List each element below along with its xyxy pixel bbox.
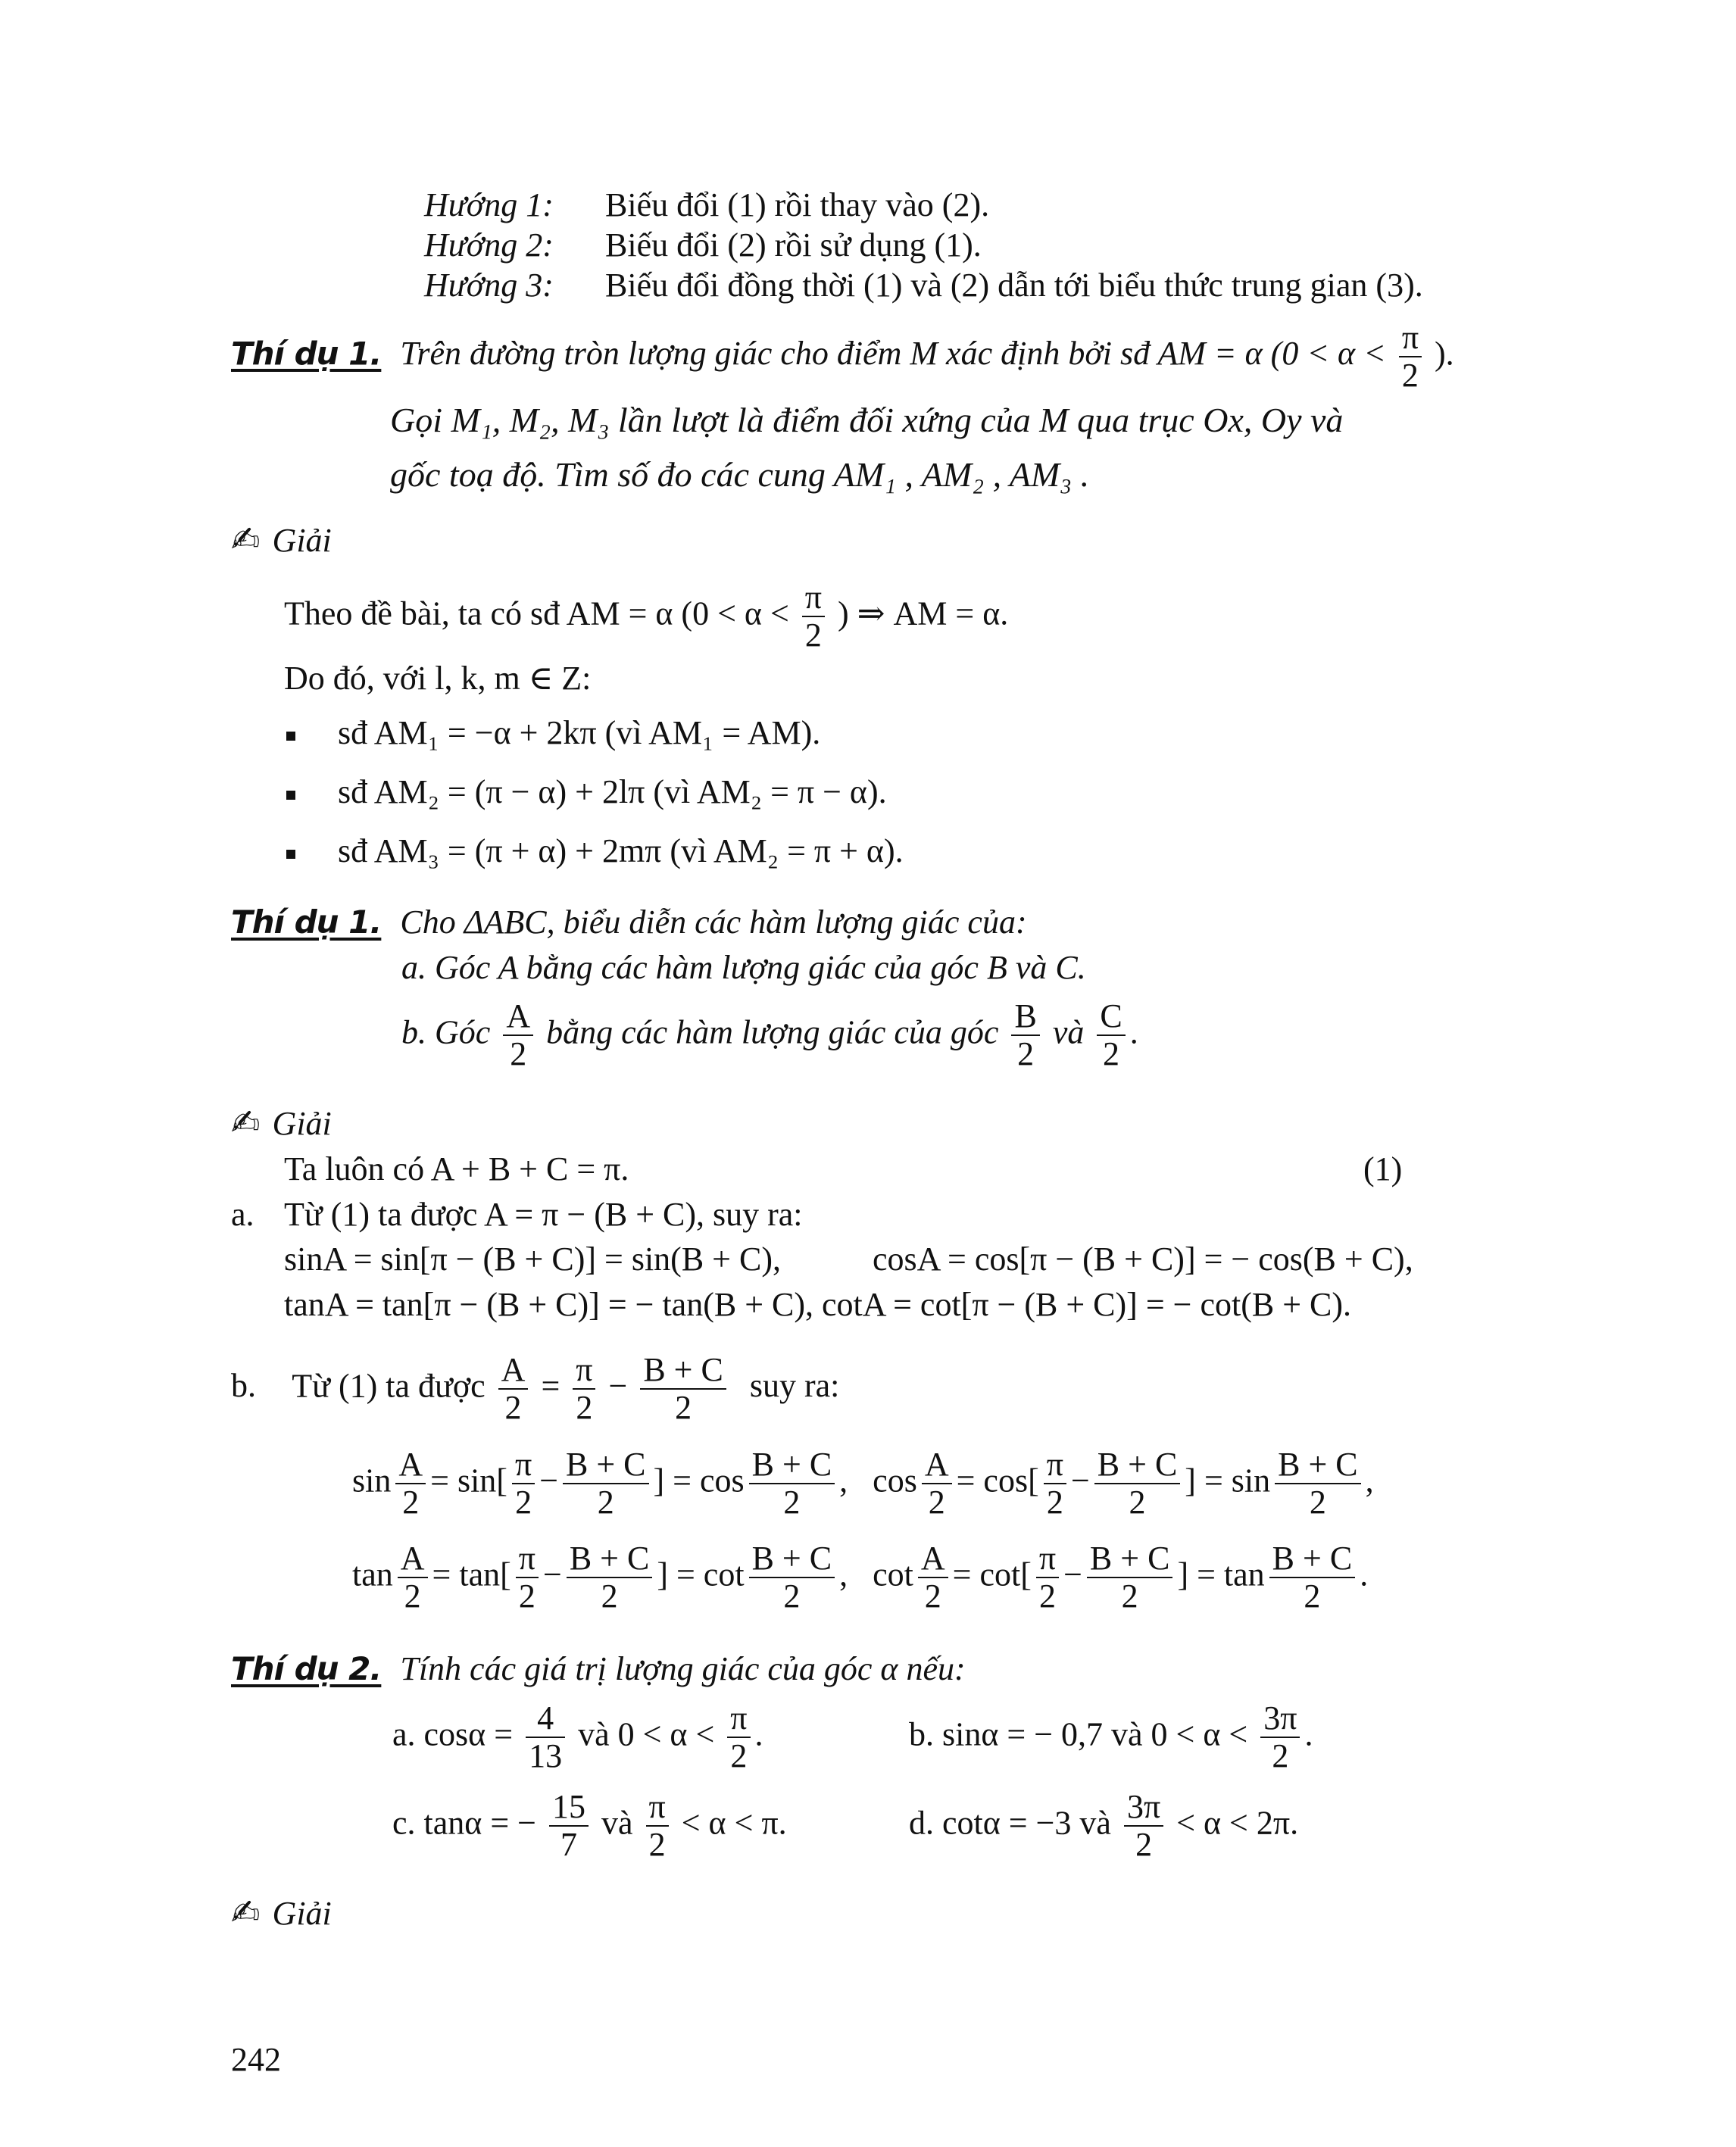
solution-heading-3 — [231, 1892, 332, 1933]
bullet-item-3 — [286, 832, 904, 870]
example-3-item-b: b. sinα = − 0,7 và 0 < α < $\frac{3\pi}{2}$ . — [909, 1699, 1313, 1775]
fraction-4-13: $\frac{4}{13}$ — [526, 1700, 565, 1775]
item-text: bằng các hàm lượng giác của góc — [546, 1013, 999, 1051]
bullet-item-1 — [286, 713, 820, 752]
fraction-a-2: $\frac{A}{2}$ — [498, 1352, 529, 1427]
fraction-pi-2: $\frac{\pi}{2}$ — [802, 579, 825, 654]
fraction-c-2: $\frac{C}{2}$ — [1097, 998, 1125, 1073]
example-3-line-1 — [231, 1649, 966, 1688]
bullet-text: sđ AM₂ = (π − α) + 2lπ (vì AM₂ = π − α). — [338, 773, 887, 810]
item-text: Từ (1) ta được — [292, 1367, 486, 1405]
item-text: c. tanα = − — [392, 1804, 536, 1842]
example-text-end: ). — [1435, 335, 1454, 373]
item-text: a. cosα = — [392, 1715, 514, 1753]
bullet-icon — [286, 732, 295, 741]
page-number: 242 — [231, 2041, 281, 2078]
example-text: Trên đường tròn lượng giác cho điểm M xác định bởi sđ AM = α (0 < α < — [400, 335, 1386, 373]
equation-tan-cot-half: tan $\frac{A}{2}$ = tan[ $\frac{\pi}{2}$ − $\frac{B + C}{2}$ ] = cot $\frac{B + C}{2}$ , cot $\frac{A}{2}$ = cot[ $\frac{\pi}{2}$ − $\frac{B + C}{2}$ ] = tan $\frac{B + C}{2}$ . — [352, 1540, 1369, 1615]
header-label: Hướng 2: — [424, 226, 554, 264]
example-3-item-d — [909, 1789, 1298, 1864]
item-text: d. cotα = −3 và — [909, 1804, 1111, 1842]
bullet-text: sđ AM₁ = −α + 2kπ (vì AM₁ = AM). — [338, 714, 821, 751]
example-label: Thí dụ 2. — [231, 1650, 382, 1687]
item-label: b. — [231, 1367, 256, 1405]
fraction-b-2: $\frac{B}{2}$ — [1011, 998, 1039, 1073]
header-text: Biếu đổi đồng thời (1) và (2) dẫn tới biểu thức trung gian (3). — [605, 267, 1423, 304]
example-2-item-a: a. Góc A bằng các hàm lượng giác của góc B và C. — [401, 949, 1086, 986]
item-text: < α < π. — [681, 1804, 787, 1842]
example-1-line-2: Gọi M₁, M₂, M₃ lần lượt là điểm đối xứng của M qua trục Ox, Oy và — [390, 401, 1344, 439]
solution-2-a-eq1b: cosA = cos[π − (B + C)] = − cos(B + C), — [873, 1240, 1413, 1278]
fraction-b-plus-c-2: $\frac{B + C}{2}$ — [640, 1352, 726, 1427]
example-2-item-b: b. Góc $\frac{A}{2}$ bằng các hàm lượng giác của góc $\frac{B}{2}$ và $\frac{C}{2}$ . — [401, 997, 1138, 1073]
solution-2-a-line: Từ (1) ta được A = π − (B + C), suy ra: — [284, 1196, 803, 1233]
fraction-15-7: $\frac{15}{7}$ — [549, 1789, 589, 1864]
header-line-3 — [424, 266, 1423, 304]
fraction-pi-2: $\frac{\pi}{2}$ — [727, 1700, 750, 1775]
fraction-pi-2: $\frac{\pi}{2}$ — [1399, 320, 1422, 395]
example-2-line-1 — [231, 903, 1027, 941]
bullet-icon — [286, 791, 295, 800]
header-line-1 — [424, 186, 989, 224]
solution-label: Giải — [272, 1895, 332, 1932]
item-text: và 0 < α < — [578, 1715, 715, 1753]
example-3-item-c — [392, 1789, 787, 1864]
header-line-2 — [424, 226, 982, 264]
example-1-line-1 — [231, 320, 1454, 395]
example-3-item-a: a. cosα = $\frac{4}{13}$ và 0 < α < $\frac{\pi}{2}$ . — [392, 1699, 763, 1775]
solution-2-a-label: a. — [231, 1196, 254, 1233]
bullet-item-2 — [286, 772, 887, 811]
bullet-text: sđ AM₃ = (π + α) + 2mπ (vì AM₂ = π + α). — [338, 832, 904, 869]
example-text: Tính các giá trị lượng giác của góc α nếu: — [400, 1650, 966, 1687]
item-text: và — [1052, 1013, 1085, 1051]
equation-number: (1) — [1363, 1150, 1403, 1187]
header-text: Biếu đổi (2) rồi sử dụng (1). — [605, 226, 982, 264]
equation-sin-cos-half: sin $\frac{A}{2}$ = sin[ $\frac{\pi}{2}$ − $\frac{B + C}{2}$ ] = cos $\frac{B + C}{2}$ , cos $\frac{A}{2}$ = cos[ $\frac{\pi}{2}$ − $\frac{B + C}{2}$ ] = sin $\frac{B + C}{2}$ , — [352, 1446, 1374, 1521]
solution-2-line-0: Ta luôn có A + B + C = π. — [284, 1150, 629, 1187]
solution-text-end: ) ⇒ AM = α. — [838, 594, 1009, 632]
item-text: suy ra: — [749, 1367, 840, 1405]
item-text: b. Góc — [401, 1013, 491, 1051]
pen-writing-icon: ✍ — [231, 1892, 261, 1933]
pen-writing-icon: ✍ — [231, 1102, 261, 1143]
example-label: Thí dụ 1. — [231, 335, 382, 373]
example-label: Thí dụ 1. — [231, 903, 382, 941]
fraction-3pi-2: $\frac{3\pi}{2}$ — [1124, 1789, 1163, 1864]
header-label: Hướng 1: — [424, 186, 554, 223]
solution-2-a-eq1: sinA = sin[π − (B + C)] = sin(B + C), — [284, 1240, 781, 1278]
example-text: Cho ΔABC, biểu diễn các hàm lượng giác của: — [400, 903, 1027, 941]
solution-text: Theo đề bài, ta có sđ AM = α (0 < α < — [284, 594, 789, 632]
solution-heading-1 — [231, 519, 332, 560]
fraction-pi-2: $\frac{\pi}{2}$ — [573, 1352, 595, 1427]
solution-label: Giải — [272, 1105, 332, 1142]
item-text: < α < 2π. — [1176, 1804, 1299, 1842]
solution-label: Giải — [272, 522, 332, 559]
solution-heading-2 — [231, 1102, 332, 1143]
fraction-a-2: $\frac{A}{2}$ — [503, 998, 533, 1073]
solution-1-line-2: Do đó, với l, k, m ∈ Z: — [284, 660, 592, 697]
pen-writing-icon: ✍ — [231, 519, 261, 560]
fraction-3pi-2: $\frac{3\pi}{2}$ — [1260, 1700, 1300, 1775]
header-label: Hướng 3: — [424, 267, 554, 304]
item-text: b. sinα = − 0,7 và 0 < α < — [909, 1715, 1248, 1753]
fraction-pi-2: $\frac{\pi}{2}$ — [646, 1789, 669, 1864]
solution-2-b-line: b. Từ (1) ta được $\frac{A}{2}$ = $\frac{\pi}{2}$ − $\frac{B + C}{2}$ suy ra: — [231, 1351, 840, 1427]
solution-2-a-eq2: tanA = tan[π − (B + C)] = − tan(B + C), cotA = cot[π − (B + C)] = − cot(B + C). — [284, 1286, 1352, 1323]
bullet-icon — [286, 850, 295, 859]
solution-1-line-1 — [284, 579, 1008, 654]
example-1-line-3: gốc toạ độ. Tìm số đo các cung AM₁ , AM₂ , AM₃ . — [390, 455, 1090, 494]
item-text: và — [601, 1804, 633, 1842]
header-text: Biếu đổi (1) rồi thay vào (2). — [605, 186, 990, 223]
